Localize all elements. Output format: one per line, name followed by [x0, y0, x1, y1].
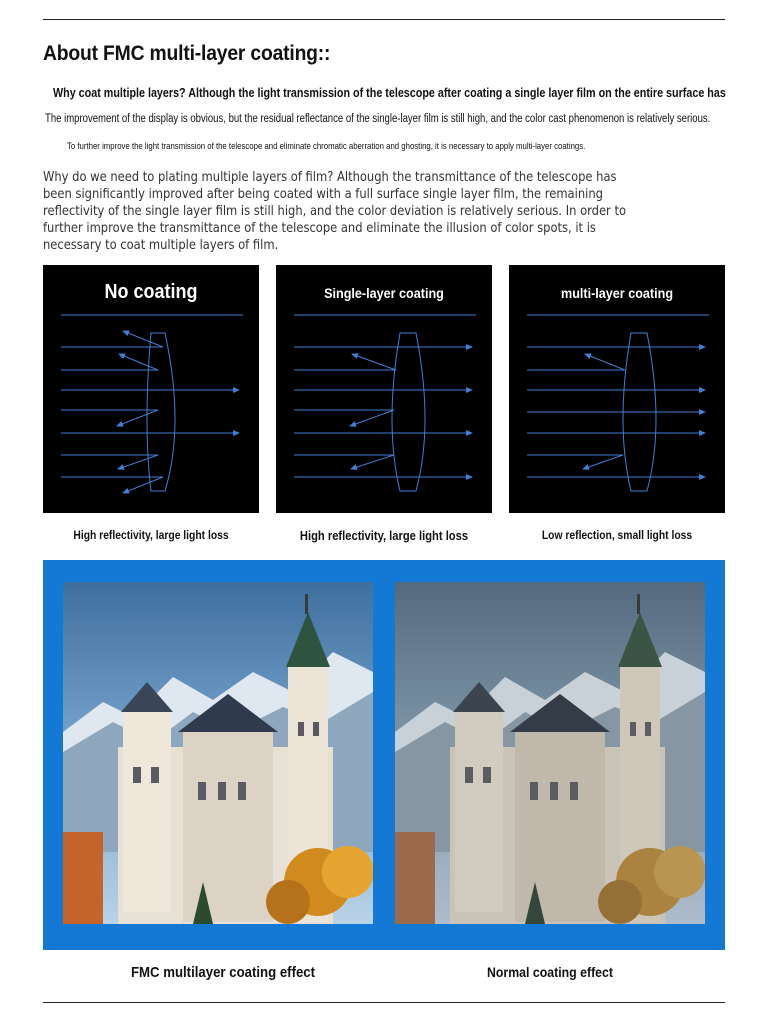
top-divider — [43, 19, 725, 20]
lens-diagram-multi-layer — [509, 265, 725, 513]
diagram-title: multi-layer coating — [560, 285, 674, 301]
diagram-title: No coating — [104, 281, 198, 303]
diagram-no-coating — [43, 265, 259, 513]
intro-line-3: To further improve the light transmission of the telescope and eliminate chromatic aberration and ghosting, it is necessary to apply multi-layer coatings. — [67, 141, 586, 152]
bottom-divider — [43, 1002, 725, 1003]
castle-photo-fmc — [63, 582, 373, 924]
intro-paragraph: Why do we need to plating multiple layers of film? Although the transmittance of the telescope has been significantly improved after being coated with a full surface single layer film, the remaining reflectivity of the single layer film is still high, and the color deviation is relatively serious. In order to further improve the transmittance of the telescope and eliminate the illusion of color spots, it is necessary to coat multiple layers of film. — [43, 170, 627, 253]
fmc-effect-caption: FMC multilayer coating effect — [130, 964, 316, 981]
comparison-frame — [43, 560, 725, 950]
diagram-multi-layer — [509, 265, 725, 513]
intro-line-1: Why coat multiple layers? Although the light transmission of the telescope after coating a single layer film on the entire surface has — [53, 86, 726, 100]
castle-photo-normal — [395, 582, 705, 924]
diagram-caption-no-coating: High reflectivity, large light loss — [73, 528, 229, 542]
page-title: About FMC multi-layer coating:: — [43, 42, 331, 65]
diagram-title: Single-layer coating — [324, 285, 444, 301]
normal-effect-caption: Normal coating effect — [487, 964, 613, 980]
lens-diagram-single-layer — [276, 265, 492, 513]
diagram-caption-multi-layer: Low reflection, small light loss — [541, 528, 693, 542]
diagram-single-layer — [276, 265, 492, 513]
diagram-caption-single-layer: High reflectivity, large light loss — [299, 528, 469, 543]
intro-line-2: The improvement of the display is obvious, but the residual reflectance of the single-layer film is still high, and the color cast phenomenon is relatively serious. — [45, 113, 711, 125]
